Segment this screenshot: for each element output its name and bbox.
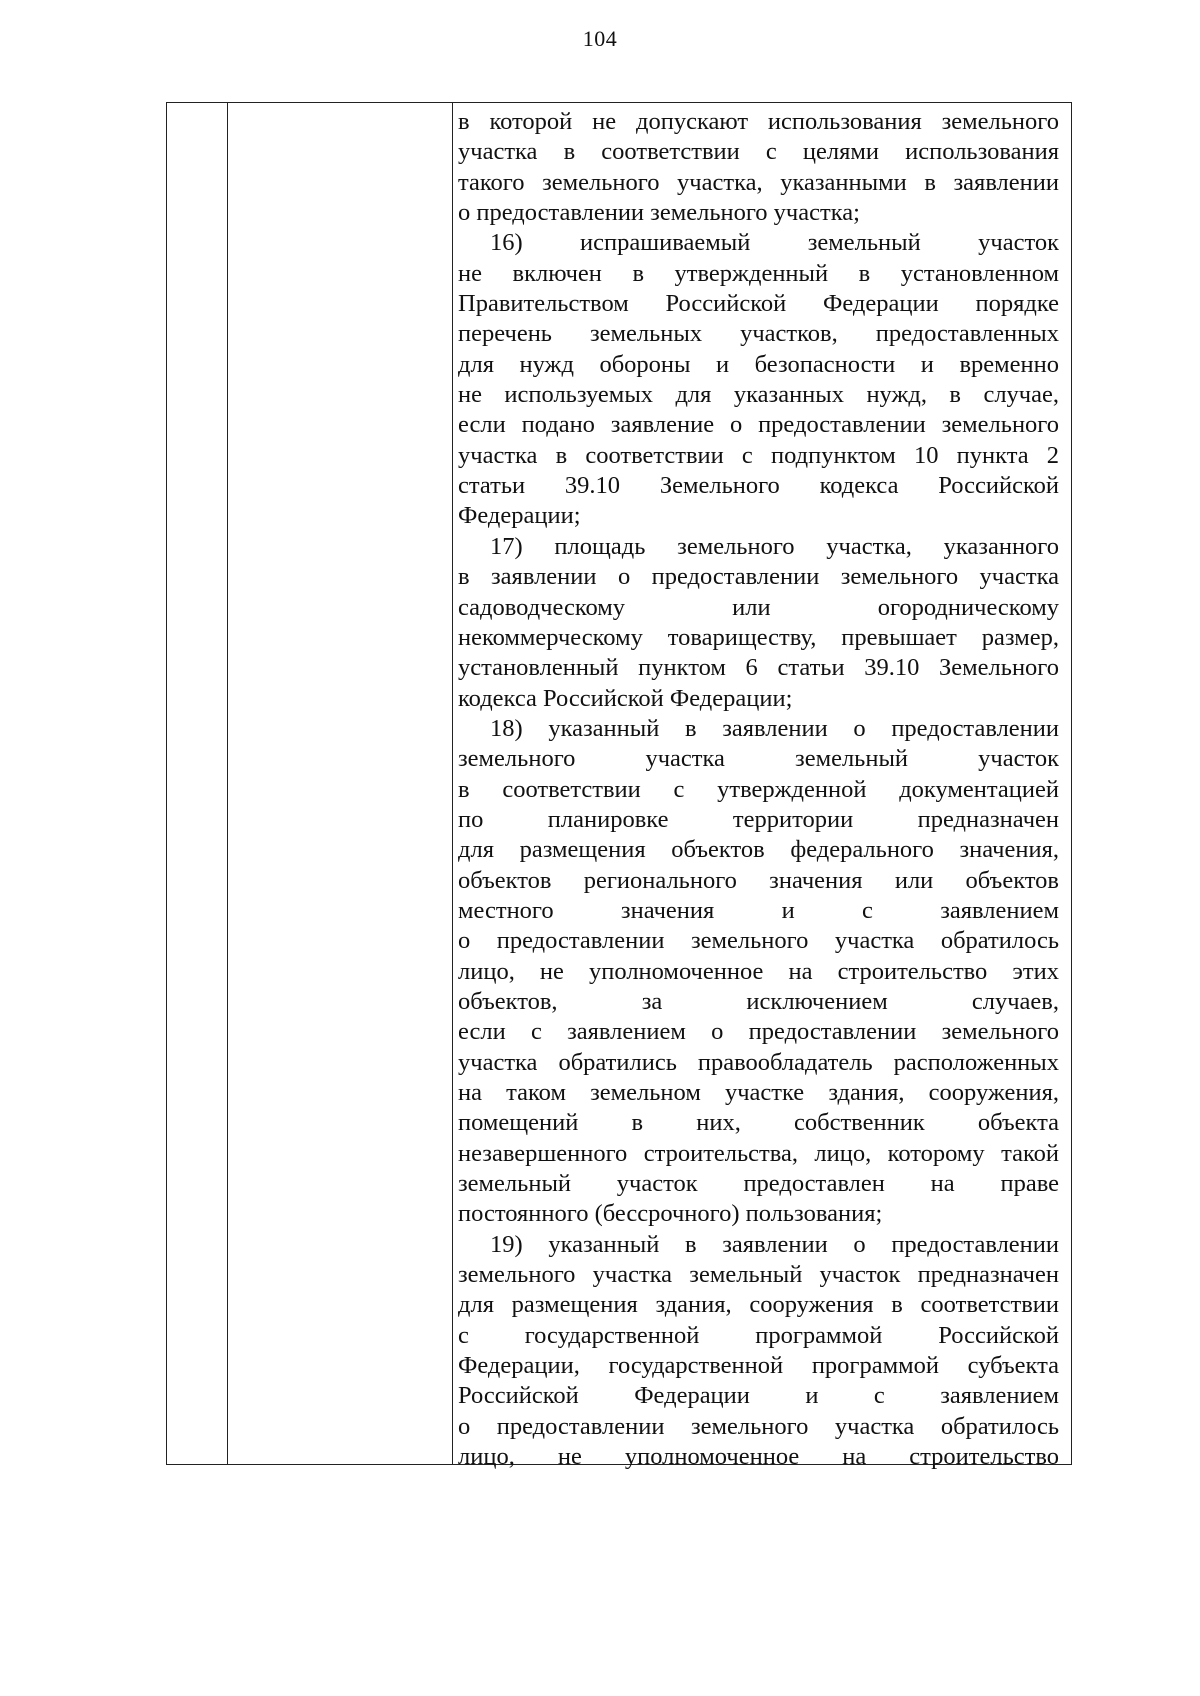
text-line: если с заявлением о предоставлении земельного	[458, 1018, 1059, 1046]
text-line: Правительством Российской Федерации порядке	[458, 290, 1059, 318]
table-cell-number	[167, 103, 227, 1464]
text-line: не включен в утвержденный в установленном	[458, 259, 1059, 287]
page-number: 104	[582, 26, 618, 51]
text-line: земельного участка земельный участок предназначен	[458, 1261, 1059, 1289]
text-line: такого земельного участка, указанными в заявлении	[458, 168, 1059, 196]
text-line: не используемых для указанных нужд, в случае,	[458, 381, 1059, 409]
text-line: Российской Федерации и с заявлением	[458, 1382, 1059, 1410]
text-line: установленный пунктом 6 статьи 39.10 Земельного	[458, 654, 1059, 682]
table-cell-name	[228, 103, 452, 1464]
text-line: земельного участка земельный участок	[458, 745, 1059, 773]
text-line: в которой не допускают использования земельного	[458, 108, 1059, 135]
text-line: объектов регионального значения или объектов	[458, 866, 1059, 894]
text-line: с государственной программой Российской	[458, 1321, 1059, 1349]
text-line: 17) площадь земельного участка, указанного	[490, 532, 1059, 560]
text-line: перечень земельных участков, предоставленных	[458, 320, 1059, 348]
text-line: некоммерческому товариществу, превышает размер,	[458, 623, 1059, 651]
text-line: 18) указанный в заявлении о предоставлении	[490, 714, 1059, 742]
text-line: Федерации, государственной программой субъекта	[458, 1352, 1059, 1380]
text-line: для размещения здания, сооружения в соответствии	[458, 1291, 1059, 1319]
text-line: участка обратились правообладатель расположенных	[458, 1048, 1059, 1076]
text-line: кодекса Российской Федерации;	[458, 684, 793, 712]
text-line: статьи 39.10 Земельного кодекса Российской	[458, 472, 1059, 500]
document-table	[166, 102, 1072, 1471]
text-line: о предоставлении земельного участка;	[458, 199, 860, 227]
text-line: объектов, за исключением случаев,	[458, 987, 1059, 1015]
text-line: о предоставлении земельного участка обратилось	[458, 927, 1059, 955]
text-line: 19) указанный в заявлении о предоставлении	[490, 1230, 1059, 1258]
table-cell-content	[454, 103, 1071, 1471]
text-line: для размещения объектов федерального значения,	[458, 836, 1059, 864]
text-line: участка в соответствии с целями использования	[458, 138, 1059, 166]
text-line: постоянного (бессрочного) пользования;	[458, 1200, 883, 1228]
text-line: садоводческому или огородническому	[458, 593, 1059, 621]
text-line: по планировке территории предназначен	[458, 805, 1059, 833]
text-line: незавершенного строительства, лицо, которому такой	[458, 1139, 1059, 1167]
text-line: земельный участок предоставлен на праве	[458, 1170, 1059, 1198]
text-line: Федерации;	[458, 502, 581, 530]
text-line: участка в соответствии с подпунктом 10 пункта 2	[458, 441, 1059, 469]
text-line: в заявлении о предоставлении земельного участка	[458, 563, 1059, 591]
text-line: помещений в них, собственник объекта	[458, 1109, 1059, 1137]
text-line: лицо, не уполномоченное на строительство этих	[458, 957, 1059, 985]
text-line: лицо, не уполномоченное на строительство	[458, 1443, 1059, 1471]
text-line: для нужд обороны и безопасности и временно	[458, 350, 1059, 378]
text-line: на таком земельном участке здания, сооружения,	[458, 1079, 1059, 1106]
text-line: о предоставлении земельного участка обратилось	[458, 1412, 1059, 1440]
column-divider	[452, 103, 453, 1464]
text-line: местного значения и с заявлением	[458, 896, 1059, 924]
text-line: в соответствии с утвержденной документацией	[458, 775, 1059, 803]
text-line: 16) испрашиваемый земельный участок	[490, 229, 1059, 257]
text-line: если подано заявление о предоставлении земельного	[458, 411, 1059, 439]
